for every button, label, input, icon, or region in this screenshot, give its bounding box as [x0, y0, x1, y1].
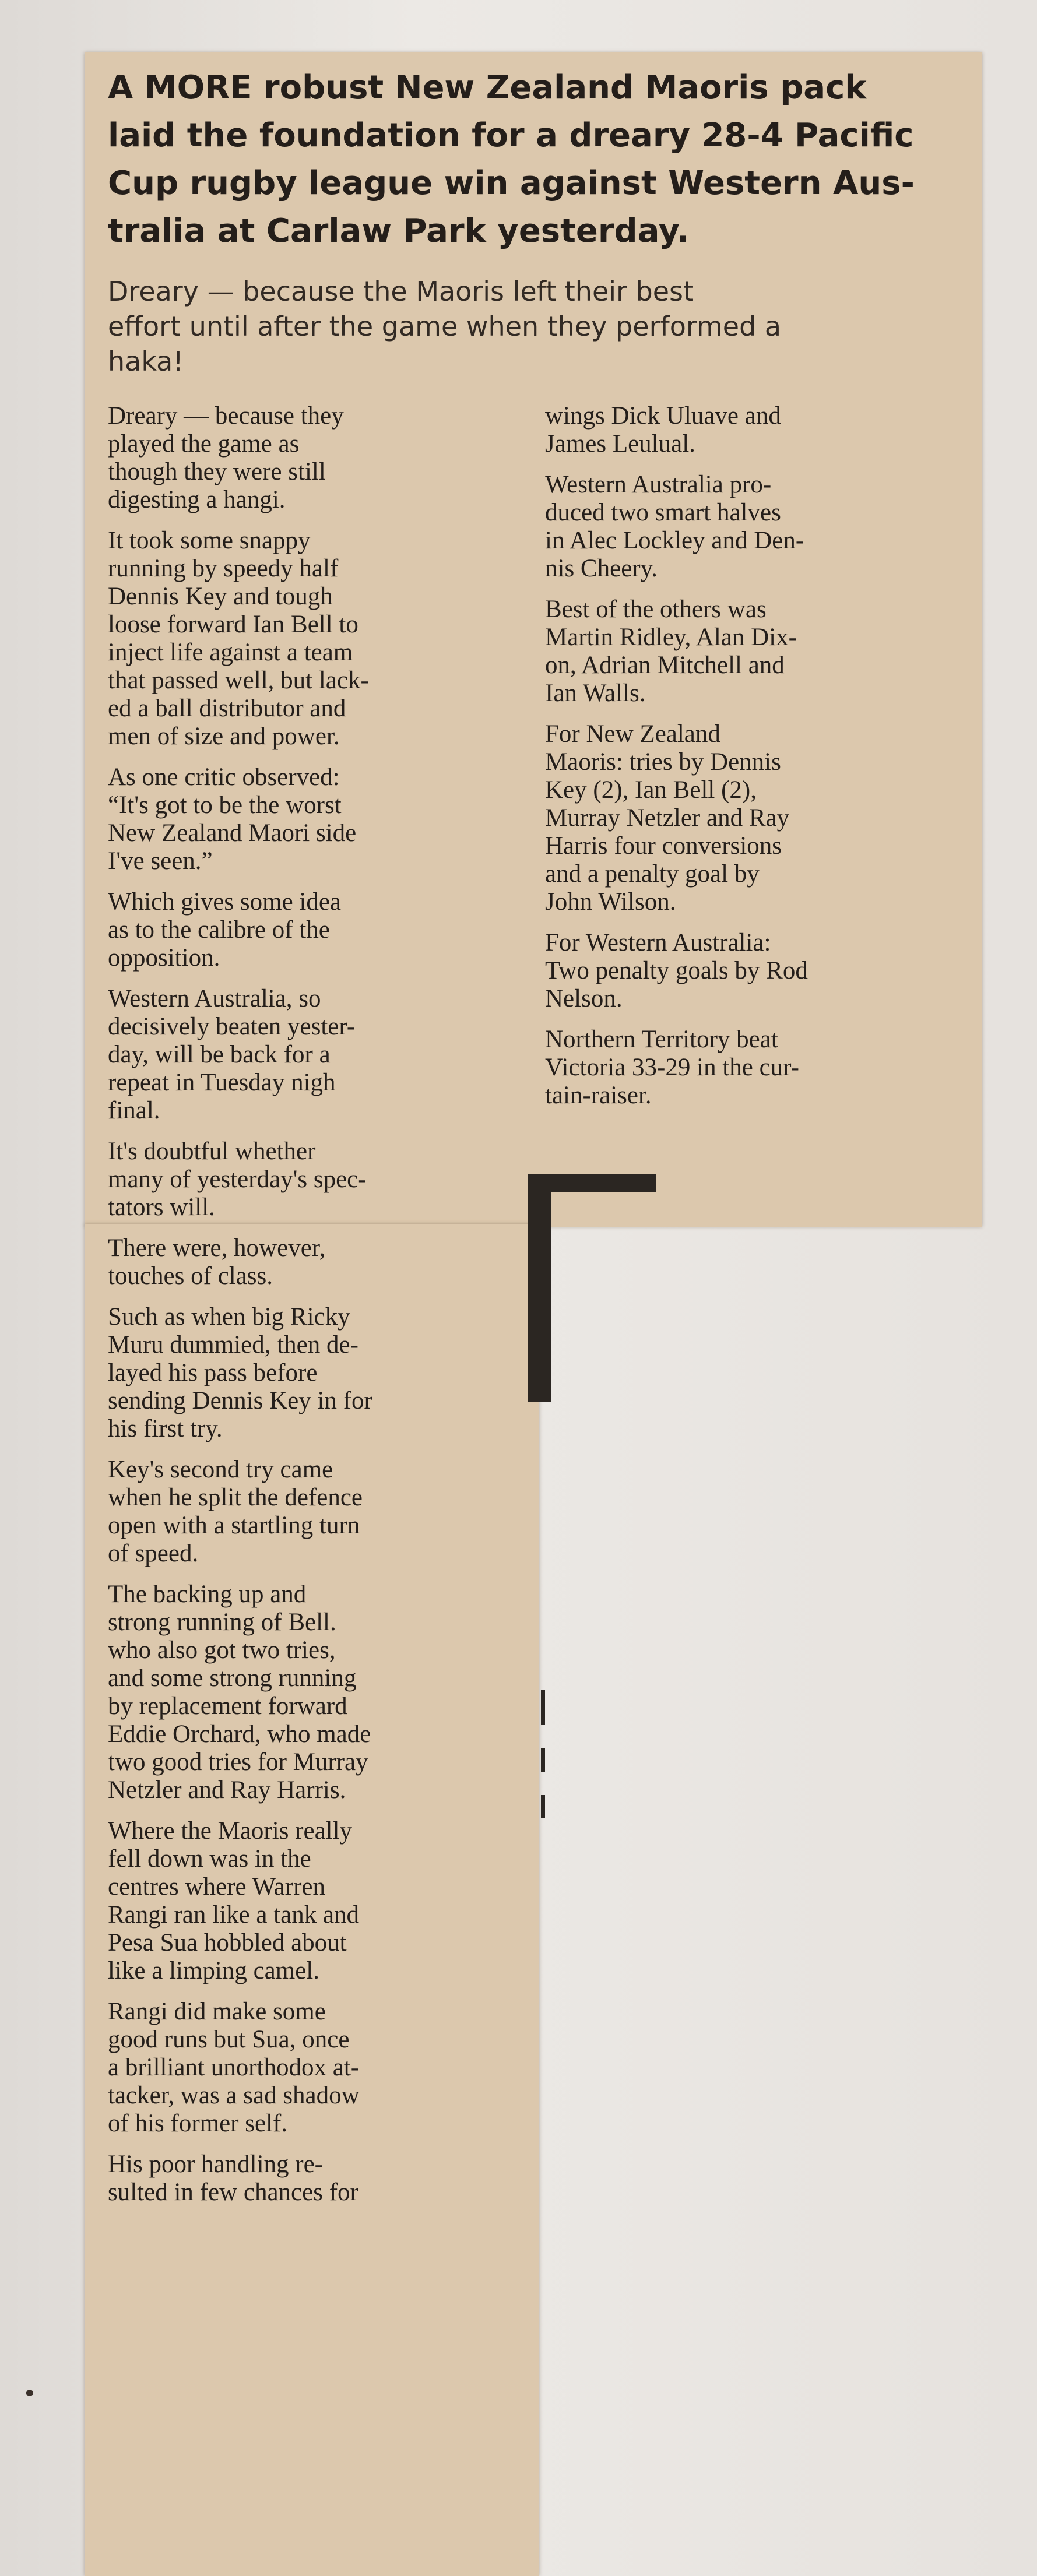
edge-tick	[541, 1748, 545, 1772]
paragraph: Western Australia pro- duced two smart halves in Alec Lockley and Den- nis Cheery.	[545, 471, 804, 582]
paragraph: As one critic observed: “It's got to be the worst New Zealand Maori side I've seen.”	[108, 763, 357, 875]
article-right-column	[545, 402, 971, 1122]
article-subhead: Dreary — because the Maoris left their best effort until after the game when they performed a haka!	[108, 276, 782, 377]
paragraph: His poor handling re- sulted in few chances for	[108, 2151, 358, 2206]
paragraph: It took some snappy running by speedy half Dennis Key and tough loose forward Ian Bell to inject life against a team that passed well, but lack- ed a ball distributor and men of size and power.	[108, 527, 369, 750]
paragraph: For New Zealand Maoris: tries by Dennis Key (2), Ian Bell (2), Murray Netzler and Ray Harris four conversions and a penalty goal by John Wilson.	[545, 720, 790, 916]
paragraph: Dreary — because they played the game as though they were still digesting a hangi.	[108, 402, 344, 513]
paragraph: Rangi did make some good runs but Sua, once a brilliant unorthodox at- tacker, was a sad shadow of his former self.	[108, 1998, 360, 2137]
paragraph: There were, however, touches of class.	[108, 1234, 326, 1290]
paragraph: It's doubtful whether many of yesterday's spec- tators will.	[108, 1138, 367, 1221]
paragraph: Northern Territory beat Victoria 33-29 in the cur- tain-raiser.	[545, 1026, 799, 1109]
edge-tick	[541, 1690, 545, 1725]
ink-spot	[26, 2390, 33, 2396]
paragraph: Which gives some idea as to the calibre of the opposition.	[108, 888, 342, 972]
paragraph: Where the Maoris really fell down was in the centres where Warren Rangi ran like a tank and Pesa Sua hobbled about like a limping camel.	[108, 1817, 360, 1984]
paragraph: The backing up and strong running of Bell. who also got two tries, and some strong running by replacement forward Eddie Orchard, who made two good tries for Murray Netzler and Ray Harris.	[108, 1581, 371, 1804]
paragraph: Key's second try came when he split the defence open with a startling turn of speed.	[108, 1456, 363, 1567]
edge-tick	[541, 1795, 545, 1818]
article-headline: A MORE robust New Zealand Maoris pack laid the foundation for a dreary 28-4 Pacific Cup rugby league win against Western Aus- tralia at Carlaw Park yesterday.	[108, 69, 915, 250]
dark-edge-mark-vertical	[528, 1174, 551, 1402]
paragraph: wings Dick Uluave and James Leulual.	[545, 402, 781, 458]
paragraph: Best of the others was Martin Ridley, Alan Dix- on, Adrian Mitchell and Ian Walls.	[545, 596, 797, 707]
article-left-column	[108, 402, 510, 2219]
paragraph: For Western Australia: Two penalty goals by Rod Nelson.	[545, 929, 808, 1012]
paragraph: Such as when big Ricky Muru dummied, then de- layed his pass before sending Dennis Key in for his first try.	[108, 1303, 372, 1442]
paragraph: Western Australia, so decisively beaten yester- day, will be back for a repeat in Tuesday nigh final.	[108, 985, 356, 1124]
